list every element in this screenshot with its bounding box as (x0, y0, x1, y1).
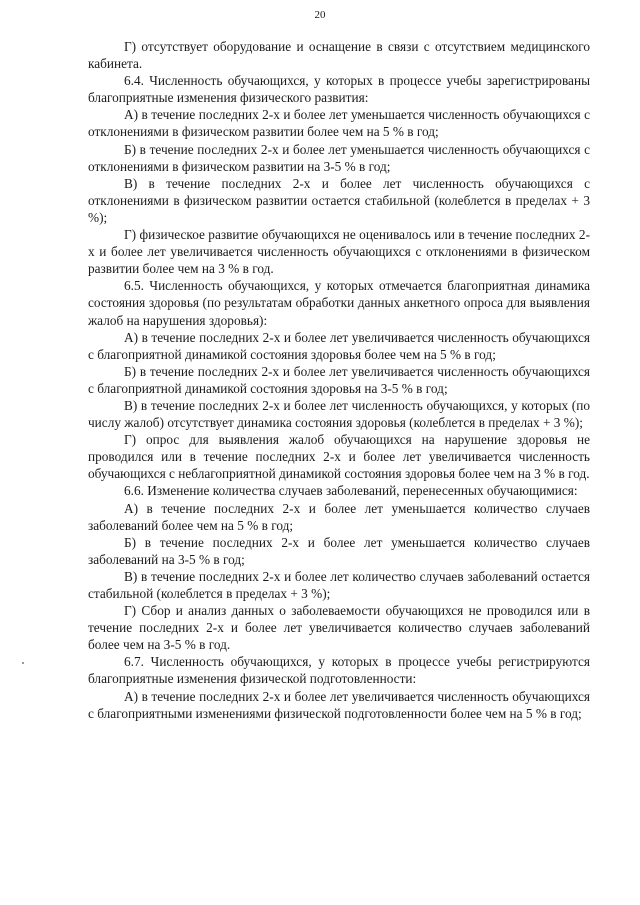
page-number: 20 (314, 9, 326, 21)
section-6-6-option-b: Б) в течение последних 2-х и более лет уменьшается количество случаев заболеваний на 3-5 % в год; (88, 534, 590, 567)
paragraph-g-no-medical-office: Г) отсутствует оборудование и оснащение в связи с отсутствием медицинского кабинета. (88, 39, 590, 72)
section-6-4-option-b: Б) в течение последних 2-х и более лет уменьшается численность обучающихся с отклонениями в физическом развитии на 3-5 % в год; (88, 141, 590, 174)
section-6-5-heading: 6.5. Численность обучающихся, у которых отмечается благоприятная динамика состояния здоровья (по результатам обработки данных анкетного опроса для выявления жалоб на нарушения здоровья): (88, 278, 590, 328)
document-body (88, 38, 590, 722)
section-6-5-option-g: Г) опрос для выявления жалоб обучающихся на нарушение здоровья не проводился или в течение последних 2-х и более лет увеличивается численность обучающихся с неблагоприятной динамикой состояния здоровья более чем на 3 % в год. (88, 432, 590, 482)
section-6-4-option-v: В) в течение последних 2-х и более лет численность обучающихся с отклонениями в физическом развитии остается стабильной (колеблется в пределах + 3 %); (88, 175, 590, 225)
scan-mark (22, 662, 24, 664)
section-6-5-option-v: В) в течение последних 2-х и более лет численность обучающихся, у которых (по числу жалоб) отсутствует динамика состояния здоровья (колеблется в пределах + 3 %); (88, 397, 590, 431)
section-6-6-option-a: А) в течение последних 2-х и более лет уменьшается количество случаев заболеваний более чем на 5 % в год; (88, 500, 590, 533)
section-6-4-option-a: А) в течение последних 2-х и более лет уменьшается численность обучающихся с отклонениями в физическом развитии более чем на 5 % в год; (88, 107, 590, 140)
section-6-5-option-b: Б) в течение последних 2-х и более лет увеличивается численность обучающихся с благоприятной динамикой состояния здоровья на 3-5 % в год; (88, 363, 590, 396)
section-6-4-heading: 6.4. Численность обучающихся, у которых в процессе учебы зарегистрированы благоприятные изменения физического развития: (88, 73, 590, 106)
section-6-7-heading: 6.7. Численность обучающихся, у которых в процессе учебы регистрируются благоприятные изменения физической подготовленности: (88, 654, 590, 687)
section-6-7-option-a: А) в течение последних 2-х и более лет увеличивается численность обучающихся с благоприятными изменениями физической подготовленности более чем на 5 % в год; (88, 688, 590, 721)
section-6-5-option-a: А) в течение последних 2-х и более лет увеличивается численность обучающихся с благоприятной динамикой состояния здоровья более чем на 5 % в год; (88, 329, 590, 362)
section-6-6-option-v: В) в течение последних 2-х и более лет количество случаев заболеваний остается стабильной (колеблется в пределах + 3 %); (88, 568, 590, 601)
section-6-6-option-g: Г) Сбор и анализ данных о заболеваемости обучающихся не проводился или в течение последних 2-х и более лет увеличивается количество случаев заболеваний более чем на 3-5 % в год. (88, 603, 590, 653)
section-6-4-option-g: Г) физическое развитие обучающихся не оценивалось или в течение последних 2-х и более лет увеличивается численность обучающихся с отклонениями в физическом развитии более чем на 3 % в год. (88, 227, 590, 277)
section-6-6-heading: 6.6. Изменение количества случаев заболеваний, перенесенных обучающимися: (124, 483, 578, 499)
